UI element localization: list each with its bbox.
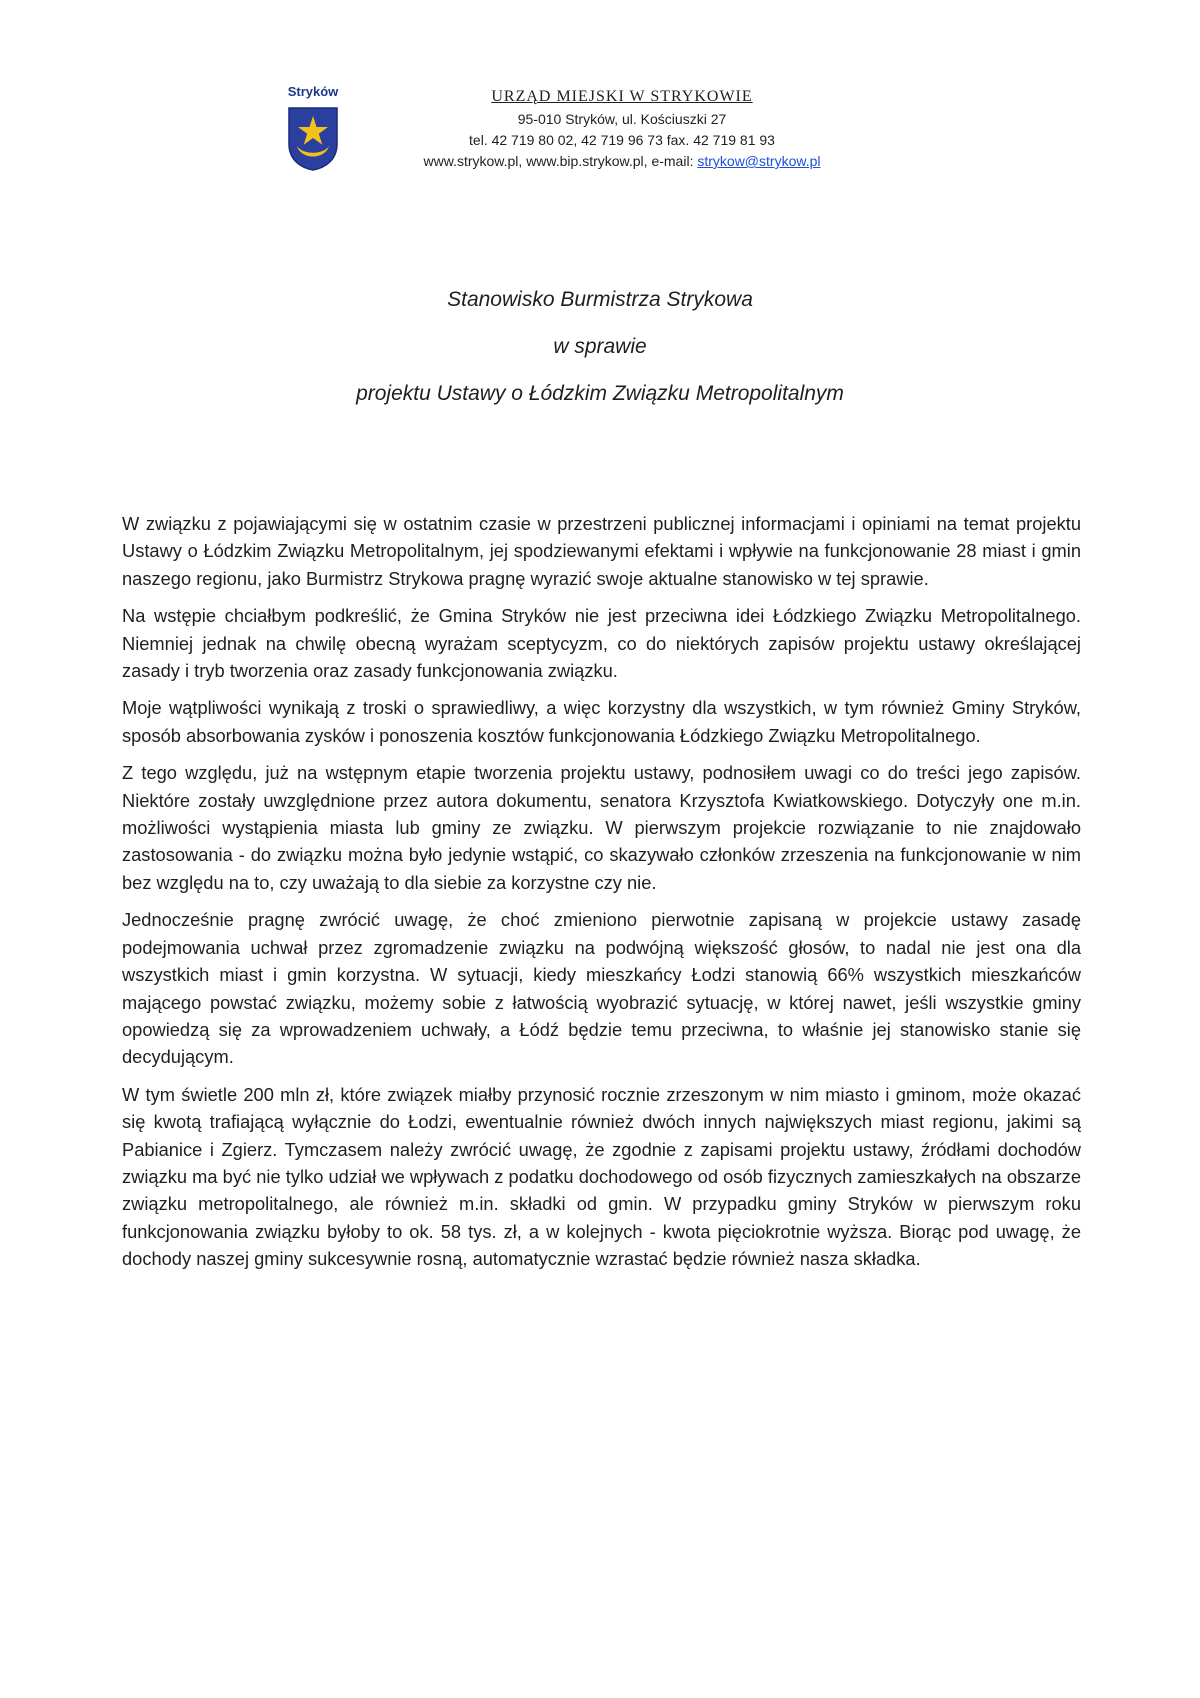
office-web (362, 151, 882, 172)
title-line-3: projektu Ustawy o Łódzkim Związku Metropolitalnym (356, 382, 844, 405)
paragraph: Jednocześnie pragnę zwrócić uwagę, że choć zmieniono pierwotnie zapisaną w projekcie ustawy zasadę podejmowania uchwał przez zgromadzenie związku na podwójną większość głosów, to nadal nie jest ona dla wszystkich miast i gmin korzystna. W sytuacji, kiedy mieszkańcy Łodzi stanowią 66% wszystkich mieszkańców mającego powstać związku, możemy sobie z łatwością wyobrazić sytuację, w której nawet, jeśli wszystkie gminy opowiedzą się za wprowadzeniem uchwały, a Łódź będzie temu przeciwna, to właśnie jej stanowisko stanie się decydującym. (122, 909, 1081, 1068)
paragraph: Moje wątpliwości wynikają z troski o sprawiedliwy, a więc korzystny dla wszystkich, w tym również Gminy Stryków, sposób absorbowania zysków i ponoszenia kosztów funkcjonowania Łódzkiego Związku Metropolitalnego. (122, 697, 1081, 746)
office-name: URZĄD MIEJSKI W STRYKOWIE (491, 88, 753, 105)
document-body (122, 510, 1081, 1283)
office-phones: tel. 42 719 80 02, 42 719 96 73 fax. 42 719 81 93 (469, 132, 775, 148)
document-title (120, 288, 1080, 406)
title-line-2: w sprawie (553, 335, 647, 358)
paragraph: W tym świetle 200 mln zł, które związek miałby przynosić rocznie zrzeszonym w nim miasto i gminom, może okazać się kwotą trafiającą wyłącznie do Łodzi, ewentualnie również dwóch innych największych miast regionu, jakimi są Pabianice i Zgierz. Tymczasem należy zwrócić uwagę, że zgodnie z zapisami projektu ustawy, źródłami dochodów związku ma być nie tylko udział we wpływach z podatku dochodowego od osób fizycznych zamieszkałych na obszarze związku metropolitalnego, ale również m.in. składki od gmin. W przypadku gminy Stryków w pierwszym roku funkcjonowania związku byłoby to ok. 58 tys. zł, a w kolejnych - kwota pięciokrotnie wyższa. Biorąc pod uwagę, że dochody naszej gminy sukcesywnie rosną, automatycznie wzrastać będzie również nasza składka. (122, 1083, 1081, 1270)
office-address: 95-010 Stryków, ul. Kościuszki 27 (517, 111, 727, 127)
web-addresses: www.strykow.pl, www.bip.strykow.pl, e-mail: (423, 153, 698, 169)
crest-name: Stryków (287, 84, 339, 99)
title-line-1: Stanowisko Burmistrza Strykowa (447, 288, 753, 311)
paragraph: Z tego względu, już na wstępnym etapie tworzenia projektu ustawy, podnosiłem uwagi co do treści jego zapisów. Niektóre zostały uwzględnione przez autora dokumentu, senatora Krzysztofa Kwiatkowskiego. Dotyczyły one m.in. możliwości wystąpienia miasta lub gminy ze związku. W pierwszym projekcie rozwiązanie to nie znajdowało zastosowania - do związku można było jedynie wstąpić, co skazywało członków zrzeszenia na funkcjonowanie w nim bez względu na to, czy uważają to dla siebie za korzystne czy nie. (122, 762, 1081, 893)
town-crest (278, 84, 348, 184)
letterhead (270, 84, 910, 194)
office-contact (362, 88, 882, 172)
coat-of-arms-icon (287, 106, 339, 172)
paragraph: Na wstępie chciałbym podkreślić, że Gmina Stryków nie jest przeciwna idei Łódzkiego Związku Metropolitalnego. Niemniej jednak na chwilę obecną wyrażam sceptycyzm, co do niektórych zapisów projektu ustawy określającej zasady i tryb tworzenia oraz zasady funkcjonowania związku. (122, 605, 1081, 682)
email-link[interactable]: strykow@strykow.pl (697, 153, 821, 169)
paragraph: W związku z pojawiającymi się w ostatnim czasie w przestrzeni publicznej informacjami i opiniami na temat projektu Ustawy o Łódzkim Związku Metropolitalnym, jej spodziewanymi efektami i wpływie na funkcjonowanie 28 miast i gmin naszego regionu, jako Burmistrz Strykowa pragnę wyrazić swoje aktualne stanowisko w tej sprawie. (122, 513, 1081, 589)
